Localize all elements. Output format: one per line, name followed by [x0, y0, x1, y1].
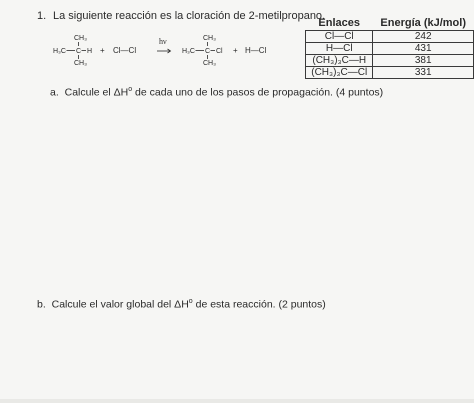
- table-row: [306, 67, 474, 79]
- plus-sign-2: +: [233, 46, 238, 55]
- energy-cell: 331: [373, 67, 474, 79]
- column-header-bonds: Enlaces: [318, 17, 360, 29]
- product-right-chlorine: Cl: [216, 48, 223, 55]
- table-row: [306, 43, 474, 55]
- bond-cell: (CH₃)₃C—H: [306, 55, 373, 67]
- part-b-question: [37, 298, 326, 311]
- table-row: [306, 31, 474, 43]
- product-left-methyl: H₃C: [182, 48, 195, 55]
- bond-cell: H—Cl: [306, 43, 373, 55]
- energy-cell: 381: [373, 55, 474, 67]
- bottom-edge: [0, 399, 474, 403]
- part-a-degree: o: [128, 86, 133, 93]
- reagent-chlorine: Cl—Cl: [113, 46, 137, 55]
- column-header-energy: Energía (kJ/mol): [380, 17, 466, 29]
- reactant-center-carbon: C: [76, 48, 82, 55]
- product-bottom-methyl: CH₃: [203, 60, 216, 67]
- product-top-methyl: CH₃: [203, 35, 216, 42]
- part-b-text-after: de esta reacción. (2 puntos): [192, 298, 326, 311]
- reactant-right-hydrogen: H: [87, 48, 93, 55]
- question-text: La siguiente reacción es la cloración de 2-metilpropano.: [53, 10, 326, 22]
- question-number: 1.: [37, 10, 47, 22]
- bond-cell: (CH₃)₃C—Cl: [306, 67, 373, 79]
- condition-light: hν: [159, 37, 167, 46]
- part-b-text-before: Calcule el valor global del ΔH: [51, 298, 189, 311]
- part-a-text-after: de cada uno de los pasos de propagación. (4 puntos): [132, 86, 384, 99]
- table-header-row: [306, 17, 474, 31]
- reaction-scheme: [52, 31, 292, 71]
- energy-cell: 242: [373, 31, 474, 43]
- table-row: [306, 55, 474, 67]
- reactant-top-methyl: CH₃: [74, 35, 87, 42]
- product-hcl: H—Cl: [245, 46, 267, 55]
- part-b-label: b.: [37, 298, 46, 311]
- reactant-bottom-methyl: CH₃: [74, 60, 87, 67]
- part-a-question: [50, 86, 383, 99]
- product-center-carbon: C: [205, 48, 211, 55]
- part-a-label: a.: [50, 86, 59, 99]
- plus-sign-1: +: [100, 46, 105, 55]
- part-a-text-before: Calcule el ΔH: [64, 86, 129, 99]
- bond-energy-table: [305, 17, 474, 79]
- part-b-degree: o: [188, 298, 193, 305]
- bond-cell: Cl—Cl: [306, 31, 373, 43]
- reactant-left-methyl: H₃C: [53, 48, 66, 55]
- energy-cell: 431: [373, 43, 474, 55]
